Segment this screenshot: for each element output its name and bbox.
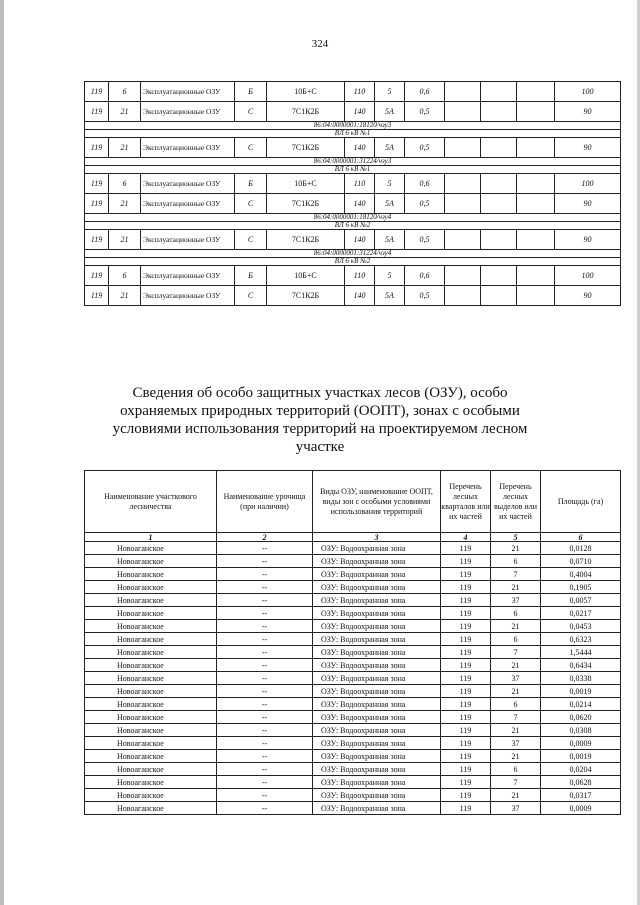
plot-cell: 6 (109, 82, 141, 102)
quarter-cell: 119 (441, 750, 491, 763)
age-cell: 140 (345, 102, 375, 122)
age-cell: 110 (345, 174, 375, 194)
quarter-cell: 119 (85, 230, 109, 250)
separator-label: 86:04:0000001:31224/чзу3 (85, 158, 621, 166)
area-cell: 0,6323 (541, 633, 621, 646)
empty-cell (481, 230, 517, 250)
table-row (85, 672, 621, 685)
zone-cell: С (235, 194, 267, 214)
col-number: 3 (313, 533, 441, 542)
percent-cell: 100 (555, 174, 621, 194)
table-row (85, 102, 621, 122)
age-cell: 140 (345, 194, 375, 214)
empty-cell (481, 266, 517, 286)
tract-cell: -- (217, 750, 313, 763)
type-cell: ОЗУ: Водоохранная зона (313, 724, 441, 737)
quarter-cell: 119 (85, 102, 109, 122)
plot-cell: 7 (491, 568, 541, 581)
composition-cell: 10Б+С (267, 174, 345, 194)
forestry-cell: Новоаганское (85, 542, 217, 555)
empty-cell (481, 138, 517, 158)
forestry-cell: Новоаганское (85, 685, 217, 698)
top-table-body (85, 82, 621, 306)
plot-cell: 21 (491, 581, 541, 594)
tract-cell: -- (217, 685, 313, 698)
tract-cell: -- (217, 776, 313, 789)
tract-cell: -- (217, 646, 313, 659)
plot-cell: 6 (109, 174, 141, 194)
area-cell: 0,0710 (541, 555, 621, 568)
forestry-cell: Новоаганское (85, 802, 217, 815)
plot-cell: 21 (491, 542, 541, 555)
empty-cell (445, 266, 481, 286)
quarter-cell: 119 (441, 633, 491, 646)
quarter-cell: 119 (85, 174, 109, 194)
section-heading: Сведения об особо защитных участках лесов (ОЗУ), особо охраняемых природных территорий (ООПТ), зонах с особыми условиями использования территорий на проектируемом лесном участке (112, 385, 528, 455)
quarter-cell: 119 (441, 724, 491, 737)
table-row (85, 230, 621, 250)
forestry-cell: Новоаганское (85, 659, 217, 672)
empty-cell (517, 194, 555, 214)
quarter-cell: 119 (85, 266, 109, 286)
forestry-cell: Новоаганское (85, 581, 217, 594)
quarter-cell: 119 (441, 789, 491, 802)
type-cell: ОЗУ: Водоохранная зона (313, 698, 441, 711)
composition-cell: 10Б+С (267, 82, 345, 102)
class-cell: 5А (375, 286, 405, 306)
quarter-cell: 119 (441, 646, 491, 659)
type-cell: ОЗУ: Водоохранная зона (313, 633, 441, 646)
plot-cell: 21 (109, 102, 141, 122)
quarter-cell: 119 (85, 286, 109, 306)
area-cell: 0,0217 (541, 607, 621, 620)
category-cell: Эксплуатационные ОЗУ (141, 138, 235, 158)
quarter-cell: 119 (441, 659, 491, 672)
table-row (85, 594, 621, 607)
density-cell: 0,5 (405, 102, 445, 122)
plot-cell: 37 (491, 802, 541, 815)
type-cell: ОЗУ: Водоохранная зона (313, 750, 441, 763)
tract-cell: -- (217, 737, 313, 750)
tract-cell: -- (217, 711, 313, 724)
composition-cell: 10Б+С (267, 266, 345, 286)
category-cell: Эксплуатационные ОЗУ (141, 230, 235, 250)
type-cell: ОЗУ: Водоохранная зона (313, 594, 441, 607)
plot-cell: 37 (491, 672, 541, 685)
area-cell: 0,1905 (541, 581, 621, 594)
scan-edge-left (0, 0, 4, 905)
table-row (85, 555, 621, 568)
type-cell: ОЗУ: Водоохранная зона (313, 776, 441, 789)
area-cell: 0,0009 (541, 802, 621, 815)
protected-areas-table (84, 470, 621, 815)
forestry-cell: Новоаганское (85, 568, 217, 581)
type-cell: ОЗУ: Водоохранная зона (313, 620, 441, 633)
forestry-cell: Новоаганское (85, 724, 217, 737)
class-cell: 5А (375, 102, 405, 122)
table-row (85, 568, 621, 581)
density-cell: 0,6 (405, 174, 445, 194)
empty-cell (445, 194, 481, 214)
plot-cell: 6 (491, 555, 541, 568)
quarter-cell: 119 (441, 568, 491, 581)
percent-cell: 90 (555, 230, 621, 250)
table-row (85, 286, 621, 306)
plot-cell: 6 (491, 607, 541, 620)
table-row (85, 607, 621, 620)
header-types: Виды ОЗУ, наименование ООПТ, виды зон с особыми условиями использования территорий (313, 471, 441, 533)
empty-cell (481, 194, 517, 214)
quarter-cell: 119 (85, 82, 109, 102)
forestry-cell: Новоаганское (85, 555, 217, 568)
area-cell: 0,4004 (541, 568, 621, 581)
empty-cell (445, 230, 481, 250)
density-cell: 0,6 (405, 82, 445, 102)
col-number: 2 (217, 533, 313, 542)
quarter-cell: 119 (441, 672, 491, 685)
quarter-cell: 119 (441, 711, 491, 724)
col-number: 4 (441, 533, 491, 542)
empty-cell (517, 174, 555, 194)
table-row (85, 542, 621, 555)
percent-cell: 90 (555, 194, 621, 214)
area-cell: 0,0214 (541, 698, 621, 711)
empty-cell (445, 286, 481, 306)
class-cell: 5 (375, 266, 405, 286)
area-cell: 0,0308 (541, 724, 621, 737)
density-cell: 0,5 (405, 138, 445, 158)
separator-label: 86:04:0000001:18120/чзу4 (85, 214, 621, 222)
plot-cell: 6 (491, 763, 541, 776)
empty-cell (445, 102, 481, 122)
age-cell: 110 (345, 266, 375, 286)
quarter-cell: 119 (441, 776, 491, 789)
table-row (85, 802, 621, 815)
tract-cell: -- (217, 620, 313, 633)
table-row (85, 685, 621, 698)
plot-cell: 37 (491, 594, 541, 607)
quarter-cell: 119 (441, 698, 491, 711)
forestry-cell: Новоаганское (85, 750, 217, 763)
type-cell: ОЗУ: Водоохранная зона (313, 607, 441, 620)
class-cell: 5А (375, 230, 405, 250)
density-cell: 0,5 (405, 286, 445, 306)
table-row (85, 646, 621, 659)
zone-cell: С (235, 138, 267, 158)
type-cell: ОЗУ: Водоохранная зона (313, 685, 441, 698)
forestry-cell: Новоаганское (85, 633, 217, 646)
table-separator-row (85, 214, 621, 222)
plot-cell: 21 (491, 789, 541, 802)
tract-cell: -- (217, 607, 313, 620)
forestry-cell: Новоаганское (85, 698, 217, 711)
table-row (85, 659, 621, 672)
table-separator-row (85, 222, 621, 230)
class-cell: 5А (375, 138, 405, 158)
tract-cell: -- (217, 789, 313, 802)
separator-label: ВЛ 6 кВ №2 (85, 222, 621, 230)
tract-cell: -- (217, 568, 313, 581)
quarter-cell: 119 (441, 581, 491, 594)
empty-cell (481, 102, 517, 122)
table-separator-row (85, 158, 621, 166)
zone-cell: Б (235, 174, 267, 194)
table-row (85, 750, 621, 763)
type-cell: ОЗУ: Водоохранная зона (313, 555, 441, 568)
type-cell: ОЗУ: Водоохранная зона (313, 672, 441, 685)
plot-cell: 21 (491, 685, 541, 698)
plot-cell: 6 (491, 698, 541, 711)
table-row (85, 194, 621, 214)
forestry-cell: Новоаганское (85, 672, 217, 685)
area-cell: 0,0019 (541, 685, 621, 698)
plot-cell: 21 (491, 620, 541, 633)
category-cell: Эксплуатационные ОЗУ (141, 266, 235, 286)
quarter-cell: 119 (441, 802, 491, 815)
header-plots: Перечень лесных выделов или их частей (491, 471, 541, 533)
header-tract: Наименование урочища (при наличии) (217, 471, 313, 533)
tract-cell: -- (217, 542, 313, 555)
area-cell: 0,0338 (541, 672, 621, 685)
plot-cell: 21 (109, 230, 141, 250)
table-separator-row (85, 166, 621, 174)
plot-cell: 6 (491, 633, 541, 646)
forestry-cell: Новоаганское (85, 607, 217, 620)
type-cell: ОЗУ: Водоохранная зона (313, 542, 441, 555)
forestry-cell: Новоаганское (85, 776, 217, 789)
table-row (85, 776, 621, 789)
table-row (85, 724, 621, 737)
age-cell: 140 (345, 286, 375, 306)
category-cell: Эксплуатационные ОЗУ (141, 102, 235, 122)
composition-cell: 7С1К2Б (267, 102, 345, 122)
percent-cell: 90 (555, 138, 621, 158)
category-cell: Эксплуатационные ОЗУ (141, 286, 235, 306)
type-cell: ОЗУ: Водоохранная зона (313, 659, 441, 672)
plot-cell: 21 (109, 138, 141, 158)
plot-cell: 37 (491, 737, 541, 750)
header-quarters: Перечень лесных кварталов или их частей (441, 471, 491, 533)
quarter-cell: 119 (85, 138, 109, 158)
table-separator-row (85, 258, 621, 266)
type-cell: ОЗУ: Водоохранная зона (313, 802, 441, 815)
table-row (85, 581, 621, 594)
type-cell: ОЗУ: Водоохранная зона (313, 568, 441, 581)
percent-cell: 100 (555, 82, 621, 102)
header-forestry: Наименование участкового лесничества (85, 471, 217, 533)
age-cell: 140 (345, 138, 375, 158)
plot-cell: 7 (491, 776, 541, 789)
quarter-cell: 119 (441, 763, 491, 776)
zone-cell: Б (235, 82, 267, 102)
tract-cell: -- (217, 633, 313, 646)
area-cell: 0,0204 (541, 763, 621, 776)
empty-cell (445, 82, 481, 102)
forestry-cell: Новоаганское (85, 763, 217, 776)
column-number-row (85, 533, 621, 542)
quarter-cell: 119 (441, 737, 491, 750)
plot-cell: 21 (491, 750, 541, 763)
protected-areas-body (85, 542, 621, 815)
area-cell: 0,0019 (541, 750, 621, 763)
table-row (85, 82, 621, 102)
header-area: Площадь (га) (541, 471, 621, 533)
empty-cell (517, 82, 555, 102)
table-separator-row (85, 250, 621, 258)
category-cell: Эксплуатационные ОЗУ (141, 82, 235, 102)
tract-cell: -- (217, 555, 313, 568)
composition-cell: 7С1К2Б (267, 138, 345, 158)
forestry-cell: Новоаганское (85, 594, 217, 607)
zone-cell: С (235, 102, 267, 122)
area-cell: 0,0453 (541, 620, 621, 633)
separator-label: ВЛ 6 кВ №2 (85, 258, 621, 266)
col-number: 5 (491, 533, 541, 542)
table-row (85, 763, 621, 776)
top-taxation-table (84, 81, 621, 306)
class-cell: 5 (375, 174, 405, 194)
empty-cell (481, 174, 517, 194)
quarter-cell: 119 (441, 685, 491, 698)
empty-cell (445, 138, 481, 158)
forestry-cell: Новоаганское (85, 646, 217, 659)
col-number: 1 (85, 533, 217, 542)
empty-cell (481, 82, 517, 102)
zone-cell: Б (235, 266, 267, 286)
composition-cell: 7С1К2Б (267, 230, 345, 250)
area-cell: 0,0317 (541, 789, 621, 802)
class-cell: 5 (375, 82, 405, 102)
plot-cell: 21 (491, 724, 541, 737)
tract-cell: -- (217, 763, 313, 776)
tract-cell: -- (217, 594, 313, 607)
tract-cell: -- (217, 659, 313, 672)
percent-cell: 100 (555, 266, 621, 286)
quarter-cell: 119 (441, 594, 491, 607)
separator-label: 86:04:0000001:18120/чзу3 (85, 122, 621, 130)
table-separator-row (85, 130, 621, 138)
zone-cell: С (235, 230, 267, 250)
percent-cell: 90 (555, 102, 621, 122)
type-cell: ОЗУ: Водоохранная зона (313, 789, 441, 802)
type-cell: ОЗУ: Водоохранная зона (313, 737, 441, 750)
area-cell: 1,5444 (541, 646, 621, 659)
page-number: 324 (311, 38, 329, 50)
type-cell: ОЗУ: Водоохранная зона (313, 581, 441, 594)
area-cell: 0,0128 (541, 542, 621, 555)
forestry-cell: Новоаганское (85, 620, 217, 633)
col-number: 6 (541, 533, 621, 542)
area-cell: 0,0057 (541, 594, 621, 607)
forestry-cell: Новоаганское (85, 711, 217, 724)
plot-cell: 7 (491, 711, 541, 724)
type-cell: ОЗУ: Водоохранная зона (313, 711, 441, 724)
empty-cell (517, 230, 555, 250)
empty-cell (445, 174, 481, 194)
empty-cell (517, 286, 555, 306)
forestry-cell: Новоаганское (85, 789, 217, 802)
zone-cell: С (235, 286, 267, 306)
empty-cell (517, 138, 555, 158)
density-cell: 0,5 (405, 194, 445, 214)
area-cell: 0,6434 (541, 659, 621, 672)
separator-label: ВЛ 6 кВ №1 (85, 130, 621, 138)
density-cell: 0,5 (405, 230, 445, 250)
age-cell: 110 (345, 82, 375, 102)
composition-cell: 7С1К2Б (267, 194, 345, 214)
plot-cell: 21 (109, 286, 141, 306)
type-cell: ОЗУ: Водоохранная зона (313, 763, 441, 776)
density-cell: 0,6 (405, 266, 445, 286)
table-row (85, 633, 621, 646)
forestry-cell: Новоаганское (85, 737, 217, 750)
plot-cell: 21 (491, 659, 541, 672)
empty-cell (517, 102, 555, 122)
age-cell: 140 (345, 230, 375, 250)
empty-cell (481, 286, 517, 306)
table-row (85, 737, 621, 750)
category-cell: Эксплуатационные ОЗУ (141, 194, 235, 214)
quarter-cell: 119 (441, 555, 491, 568)
table-separator-row (85, 122, 621, 130)
type-cell: ОЗУ: Водоохранная зона (313, 646, 441, 659)
table-row (85, 698, 621, 711)
table-row (85, 174, 621, 194)
tract-cell: -- (217, 672, 313, 685)
percent-cell: 90 (555, 286, 621, 306)
plot-cell: 6 (109, 266, 141, 286)
quarter-cell: 119 (441, 620, 491, 633)
quarter-cell: 119 (441, 607, 491, 620)
area-cell: 0,0628 (541, 776, 621, 789)
tract-cell: -- (217, 724, 313, 737)
area-cell: 0,0009 (541, 737, 621, 750)
quarter-cell: 119 (85, 194, 109, 214)
category-cell: Эксплуатационные ОЗУ (141, 174, 235, 194)
plot-cell: 21 (109, 194, 141, 214)
quarter-cell: 119 (441, 542, 491, 555)
plot-cell: 7 (491, 646, 541, 659)
separator-label: ВЛ 6 кВ №1 (85, 166, 621, 174)
area-cell: 0,0620 (541, 711, 621, 724)
table-row (85, 789, 621, 802)
separator-label: 86:04:0000001:31224/чзу4 (85, 250, 621, 258)
composition-cell: 7С1К2Б (267, 286, 345, 306)
class-cell: 5А (375, 194, 405, 214)
table-row (85, 711, 621, 724)
header-row (85, 471, 621, 533)
tract-cell: -- (217, 802, 313, 815)
empty-cell (517, 266, 555, 286)
table-row (85, 620, 621, 633)
table-row (85, 138, 621, 158)
tract-cell: -- (217, 581, 313, 594)
table-row (85, 266, 621, 286)
tract-cell: -- (217, 698, 313, 711)
